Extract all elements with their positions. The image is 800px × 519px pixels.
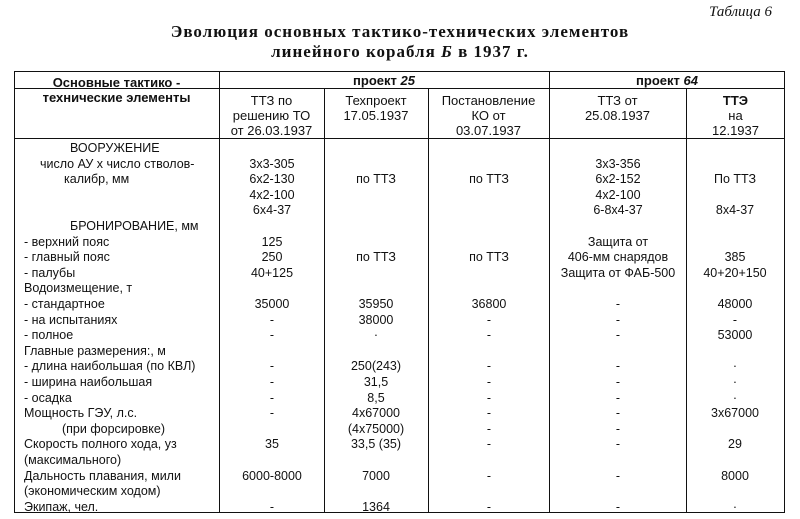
row-label: - верхний пояс: [24, 234, 110, 249]
row-label: (максимального): [24, 453, 122, 467]
row-label: Дальность плавания, мили: [24, 468, 181, 483]
cell-value: -: [615, 390, 621, 405]
header-subcol-4: ТТЗ от 25.08.1937: [584, 93, 651, 123]
cell-value: -: [615, 328, 621, 343]
cell-value: 3x3-356: [595, 156, 641, 171]
cell-value: -: [615, 359, 621, 374]
cell-value: 6-8x4-37: [593, 203, 643, 218]
cell-value: -: [615, 297, 621, 311]
header-divider-bottom: [14, 138, 785, 139]
table-row: [0, 469, 800, 483]
cell-value: (4x75000): [347, 421, 405, 436]
cell-value: -: [269, 390, 275, 405]
cell-value: 250(243): [350, 359, 402, 374]
table-row: [0, 406, 800, 420]
header-subcol-5: ТТЭ на 12.1937: [712, 93, 759, 138]
cell-value: -: [269, 359, 275, 374]
header-subcol-3: Постановление КО от 03.07.1937: [441, 93, 536, 138]
cell-value: 6x4-37: [252, 203, 292, 218]
table-row: [0, 500, 800, 514]
table-row: [0, 422, 800, 436]
table-row: [0, 484, 800, 498]
table-row: [0, 344, 800, 358]
cell-value: -: [486, 312, 492, 327]
cell-value: ·: [732, 390, 738, 405]
cell-value: Защита от: [587, 234, 649, 249]
page-subtitle: линейного корабля Б в 1937 г.: [271, 42, 529, 61]
row-label: Главные размерения:, м: [24, 343, 166, 358]
cell-value: 53000: [717, 328, 753, 343]
cell-value: 8,5: [367, 390, 385, 405]
row-label: число АУ x число стволов-: [40, 156, 195, 171]
table-row: [0, 172, 800, 186]
row-label: (при форсировке): [62, 421, 166, 436]
header-project-25: проект 25: [353, 73, 415, 88]
cell-value: -: [486, 375, 492, 389]
cell-value: -: [269, 499, 275, 514]
cell-value: -: [269, 312, 275, 327]
cell-value: 40+125: [250, 265, 294, 280]
table-row: [0, 203, 800, 217]
cell-value: 29: [728, 437, 742, 452]
cell-value: ·: [732, 375, 738, 389]
cell-value: 3x3-305: [249, 156, 295, 171]
cell-value: -: [732, 312, 738, 327]
row-label: - палубы: [24, 265, 76, 280]
cell-value: 31,5: [363, 375, 389, 389]
cell-value: 6x2-130: [249, 172, 295, 187]
table-row: [0, 266, 800, 280]
table-number: Таблица 6: [709, 4, 772, 20]
cell-value: 4x2-100: [595, 187, 641, 202]
cell-value: по ТТЗ: [356, 250, 396, 265]
cell-value: -: [615, 421, 621, 436]
cell-value: 8x4-37: [715, 203, 755, 218]
cell-value: ·: [732, 359, 738, 374]
cell-value: -: [486, 468, 492, 483]
cell-value: 4x67000: [352, 406, 400, 421]
cell-value: -: [615, 437, 621, 452]
cell-value: по ТТЗ: [469, 250, 509, 265]
header-first-col: Основные тактико - технические элементы: [42, 75, 191, 105]
table-row: [0, 359, 800, 373]
header-subcol-2: Техпроект 17.05.1937: [343, 93, 409, 123]
cell-value: 6x2-152: [595, 172, 641, 187]
table-row: [0, 313, 800, 327]
table-row: [0, 437, 800, 451]
row-label: - длина наибольшая (по КВЛ): [24, 359, 196, 374]
cell-value: 36800: [471, 297, 507, 311]
table-row: [0, 235, 800, 249]
table-row: [0, 375, 800, 389]
cell-value: 4x2-100: [249, 187, 295, 202]
row-label: (экономическим ходом): [24, 484, 161, 499]
cell-value: -: [486, 328, 492, 343]
cell-value: 8000: [721, 468, 749, 483]
table-row: [0, 188, 800, 202]
cell-value: -: [486, 390, 492, 405]
table-row: [0, 453, 800, 467]
cell-value: ·: [732, 499, 738, 514]
cell-value: 385: [724, 250, 746, 265]
row-label: - осадка: [24, 390, 72, 405]
table-row: [0, 297, 800, 311]
cell-value: 125: [261, 234, 283, 249]
table-row: [0, 250, 800, 264]
table-row: [0, 391, 800, 405]
cell-value: -: [486, 437, 492, 452]
cell-value: -: [486, 406, 492, 421]
row-label: Водоизмещение, т: [24, 281, 133, 296]
row-label: Мощность ГЭУ, л.с.: [24, 406, 138, 421]
cell-value: 40+20+150: [703, 265, 767, 280]
row-label: - стандартное: [24, 297, 105, 311]
cell-value: 35950: [358, 297, 394, 311]
cell-value: 35000: [254, 297, 290, 311]
row-label: - ширина наибольшая: [24, 375, 153, 389]
row-label: - главный пояс: [24, 250, 110, 265]
cell-value: По ТТЗ: [713, 172, 757, 187]
cell-value: -: [486, 499, 492, 514]
cell-value: 1364: [362, 499, 390, 514]
cell-value: 48000: [717, 297, 753, 311]
cell-value: 33,5 (35): [350, 437, 402, 452]
cell-value: -: [615, 499, 621, 514]
cell-value: 38000: [358, 312, 394, 327]
row-label: - полное: [24, 328, 74, 343]
header-project-64: проект 64: [636, 73, 698, 88]
header-subcol-1: ТТЗ по решению ТО от 26.03.1937: [230, 93, 313, 138]
row-label: - на испытаниях: [24, 312, 118, 327]
page-title: Эволюция основных тактико-технических элементов: [170, 22, 630, 41]
cell-value: 7000: [362, 468, 390, 483]
table-row: [0, 281, 800, 295]
table-row: [0, 219, 800, 233]
table-row: [0, 157, 800, 171]
cell-value: -: [615, 468, 621, 483]
cell-value: 406-мм снарядов: [567, 250, 669, 265]
cell-value: 6000-8000: [242, 468, 302, 483]
cell-value: -: [269, 375, 275, 389]
cell-value: Защита от ФАБ-500: [560, 265, 676, 280]
row-label: БРОНИРОВАНИЕ, мм: [70, 219, 199, 233]
cell-value: 3x67000: [711, 406, 759, 421]
cell-value: по ТТЗ: [469, 172, 509, 187]
row-label: Экипаж, чел.: [24, 499, 99, 514]
cell-value: -: [615, 375, 621, 389]
cell-value: -: [269, 406, 275, 421]
table-row: [0, 328, 800, 342]
cell-value: по ТТЗ: [356, 172, 396, 187]
row-label: ВООРУЖЕНИЕ: [70, 141, 160, 155]
row-label: Скорость полного хода, уз: [24, 437, 177, 452]
cell-value: 250: [261, 250, 283, 265]
cell-value: -: [486, 359, 492, 374]
cell-value: -: [615, 406, 621, 421]
cell-value: -: [615, 312, 621, 327]
row-label: калибр, мм: [64, 172, 130, 187]
cell-value: -: [486, 421, 492, 436]
cell-value: 35: [265, 437, 279, 452]
table-row: [0, 141, 800, 155]
cell-value: ·: [373, 328, 379, 343]
cell-value: -: [269, 328, 275, 343]
